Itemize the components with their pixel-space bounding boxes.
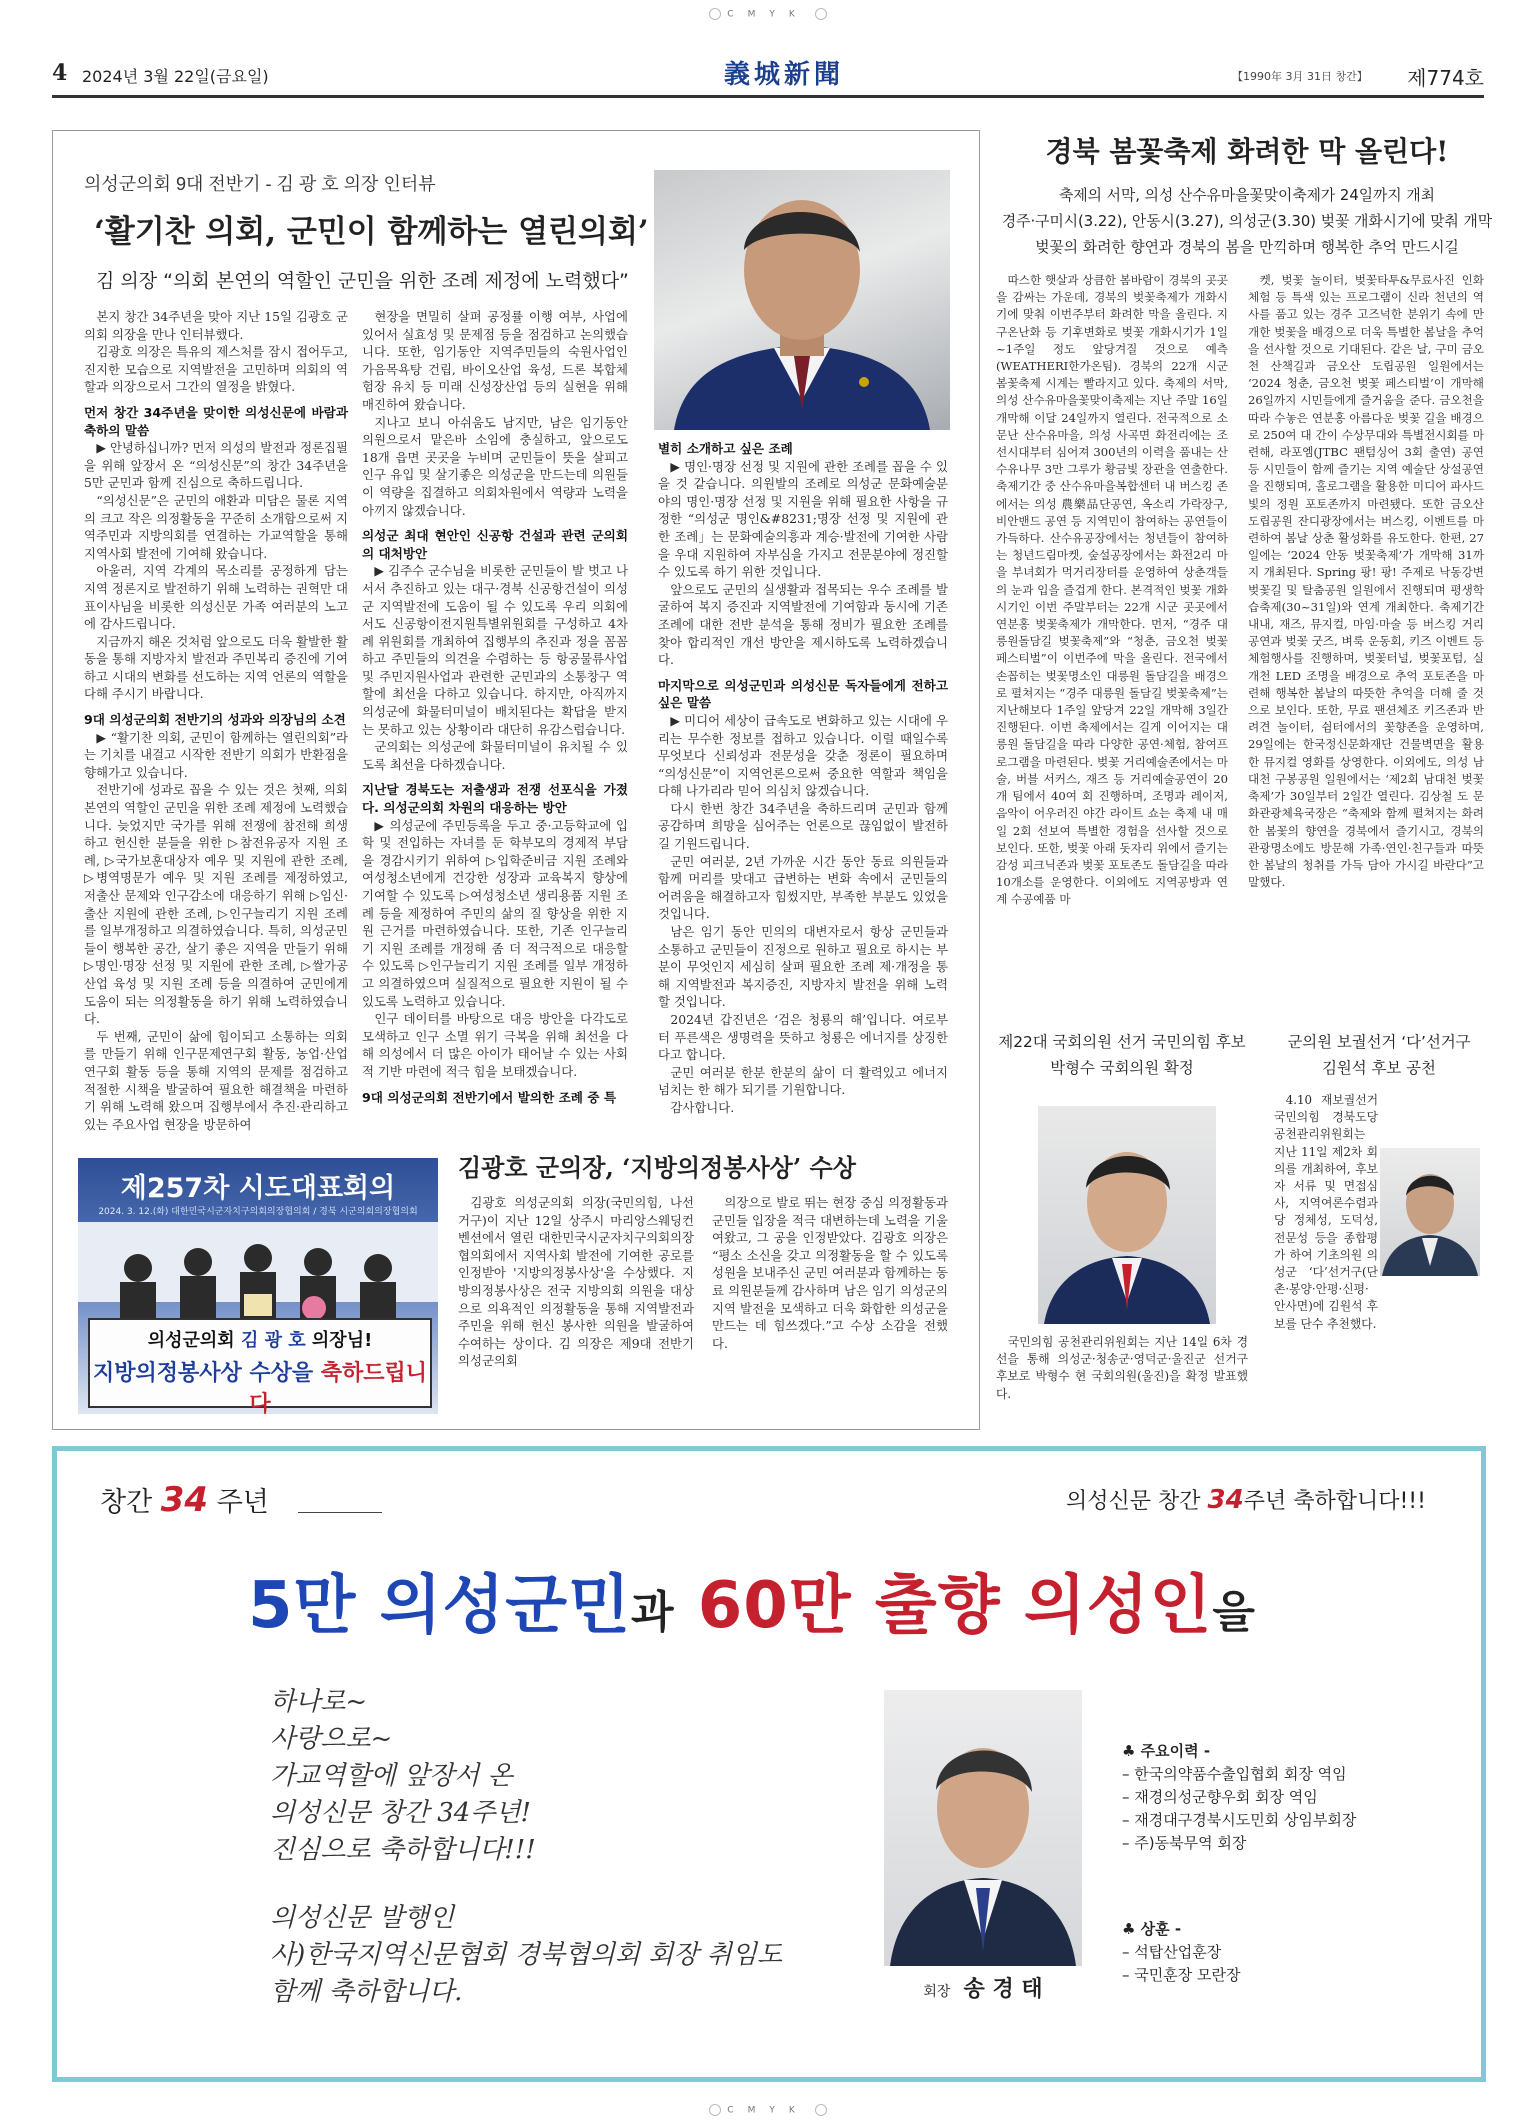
issue-date: 2024년 3월 22일(금요일) xyxy=(82,67,269,86)
interview-column-1: 본지 창간 34주년을 맞아 지난 15일 김광호 군의회 의장을 만나 인터뷰했다. 김광호 의장은 특유의 제스처를 잠시 접어두고, 진지한 모습으로 지역발전을 고민하며 의회의 역할과 의장으로서 그간의 열정을 밝혔다. 먼저 창간 34주년을 맞이한 의성신문에 바람과 축하의 말씀 ▶ 안녕하십니까? 먼저 의성의 발전과 정론집필을 위해 앞장서 온 “의성신문”의 창간 34주년을 5만 군민과 함께 진심으로 축하드립니다. “의성신문”은 군민의 애환과 미담은 물론 지역의 크고 작은 의정활동을 꾸준히 소개함으로써 지역주민과 지방의회를 연결하는 가교역할을 통해 지역사회 발전에 기여해 왔습니다. 아울러, 지역 각계의 목소리를 공정하게 담는 지역 정론지로 발전하기 위해 노력하는 권혁만 대표이사님을 비롯한 의성신문 가족 여러분의 노고에 감사드립니다. 지금까지 해온 것처럼 앞으로도 더욱 활발한 활동을 통해 지방자치 발전과 주민복리 증진에 기여하고 시대의 변화를 선도하는 지역 언론의 역할을 다해 주시기 바랍니다. 9대 의성군의회 전반기의 성과와 의장님의 소견 ▶ “활기찬 의회, 군민이 함께하는 열린의회”라는 기치를 내걸고 시작한 전반기 의회가 반환점을 향해가고 있습니다. 전반기에 성과로 꼽을 수 있는 것은 첫째, 의회 본연의 역할인 군민을 위한 조례 제정에 노력했습니다. 늦었지만 국가를 위해 전쟁에 참전해 희생하고 헌신한 분들을 위한 ▷참전유공자 지원 조례, ▷국가보훈대상자 예우 및 지원에 관한 조례, ▷병역명문가 예우 및 지원 조례를 제정하였고, 저출산 문제와 인구감소에 대응하기 위해 ▷임신·출산 지원에 관한 조례, ▷인구늘리기 지원 조례를 일부개정하고 의결하였습니다. 특히, 의성군민들이 행복한 공간, 살기 좋은 지역을 만들기 위해 ▷명인·명장 선정 및 지원에 관한 조례, ▷쌀가공산업 육성 및 지원 조례 등을 의결하여 군민에게 도움이 되는 의정활동을 하기 위해 노력하였습니다. 두 번째, 군민이 삶에 힘이되고 소통하는 의회를 만들기 위해 인구문제연구회 활동, 농업·산업연구회 활동 등을 통해 지역의 문제를 점검하고 적절한 시책을 발굴하여 필요한 해결책을 마련하기 위해 노력해 왔으며 집행부에서 추진·관리하고 있는 주요사업 현장을 방문하여 xyxy=(84,309,348,1132)
interview-question: 먼저 창간 34주년을 맞이한 의성신문에 바람과 축하의 말씀 xyxy=(84,404,348,438)
list-item: – 석탑산업훈장 xyxy=(1122,1943,1222,1961)
list-item: – 재경의성군향우회 회장 역임 xyxy=(1122,1788,1318,1806)
park-news-headline: 박형수 국회의원 확정 xyxy=(1050,1059,1194,1077)
ad-congrats-line: 의성신문 창간 34주년 축하합니다!!! xyxy=(1066,1485,1426,1515)
award-headline: 김광호 군의장, ‘지방의정봉사상’ 수상 xyxy=(458,1153,856,1182)
issue-number: 제774호 xyxy=(1407,66,1484,90)
registration-circle-icon xyxy=(709,2104,721,2116)
cmyk-m: M xyxy=(747,9,770,20)
ad-anniversary-label: 창간 34 주년 xyxy=(100,1480,269,1520)
festival-column-1: 따스한 햇살과 상큼한 봄바람이 경북의 곳곳을 감싸는 가운데, 경북의 벚꽃축제가 개화시기에 맞춰 이번주부터 화려한 막을 올린다. 지구온난화 등 기후변화로 벚꽃 개화시기가 1일~1주일 정도 앞당겨질 것으로 예측(WEATHERI한가온팀). 경북의 22개 시군 봄꽃축제 시계는 빨라지고 있다. 축제의 서막, 의성 산수유마을꽃맞이축제는 지난 주말 16일 개막해 이달 24일까지 열린다. 전국적으로 소문난 산수유마을, 의성 사곡면 화전리에는 조선시대부터 심어져 300년의 이력을 품내는 산수유나무 3만 그루가 황금빛 장관을 연출한다. 축제기간 중 산수유마을복합센터 내 버스킹 존에서는 의성 農樂品단공연, 옥소리 가락장구, 비안밴드 공연 등 지역민이 참여하는 공연들이 가득하다. 산수유공장에서는 청년들이 참여하는 청년드림마켓, 숲설공장에서는 화전2리 마을 부녀회가 먹거리장터를 운영하여 상춘객들의 눈과 입을 즐겁게 한다. 본격적인 벚꽃 개화시기인 이번 주말부터는 22개 시군 곳곳에서 연분홍 벚꽃축제가 개막한다. 먼저, “경주 대릉원돌담길 벚꽃축제”와 “청춘, 금오천 벚꽃 페스티벌”이 이번주에 막을 올린다. 전국에서 손꼽히는 벚꽃명소인 대릉원 돌담길을 배경으로 펼쳐지는 “경주 대릉원 돌담길 벚꽃축제”는 지난해보다 1주일 앞당겨 22일 개막해 3일간 진행된다. 이번 축제에서는 길게 이어지는 대릉원 돌담길을 따라 다양한 공연·체험, 참여프로그램을 마련된다. 벚꽃 거리예술존에서는 마술, 버블 서커스, 재즈 등 거리예술공연이 20개 팀에서 40여 회 진행하며, 조명과 레이저, 음악이 어우러진 야간 라이트 쇼는 축제 내 매일 2회 선보여 특별한 경험을 선사할 것으로 보인다. 또한, 벚꽃 아래 돗자리 위에서 즐기는 감성 피크닉존과 벚꽃 포토존도 돌담길을 따라 10개소를 운영한다. 이외에도 지역공방과 연계 수공예품 마 xyxy=(996,273,1228,907)
song-kyungtae-portrait-photo xyxy=(884,1690,1082,1966)
portrait-illustration xyxy=(884,1690,1082,1966)
founded-date: 【1990年 3月 31日 창간】 xyxy=(1232,70,1368,83)
interview-question: 의성군 최대 현안인 신공항 건설과 관련 군의회의 대처방안 xyxy=(362,528,628,561)
interview-headline: ‘활기찬 의회, 군민이 함께하는 열린의회’ xyxy=(94,214,649,250)
kim-news-kicker: 군의원 보궐선거 ‘다’선거구 xyxy=(1287,1033,1471,1051)
interview-column-2: 현장을 면밀히 살펴 공정률 이행 여부, 사업에 있어서 실효성 및 문제점 등을 점검하고 논의했습니다. 또한, 임기동안 지역주민들의 숙원사업인 가음목욕탕 건립, 바이오산업 육성, 드론 복합체험장 유치 등 미래 신성장산업 등의 실현을 위해 매진하여 왔습니다. 지나고 보니 아쉬움도 남지만, 남은 임기동안 의원으로서 맡은바 소임에 충실하고, 앞으로도 18개 읍면 곳곳을 누비며 군민들이 뜻을 살피고 인구 유입 및 살기좋은 의성군을 만드는데 의원들이 역량을 집결하고 의회차원에서 역량과 노력을 아끼지 않겠습니다. 의성군 최대 현안인 신공항 건설과 관련 군의회의 대처방안 ▶ 김주수 군수님을 비롯한 군민들이 발 벗고 나서서 추진하고 있는 대구·경북 신공항건설이 의성군 지역발전에 도움이 될 수 있도록 우리 의회에서도 신공항이전지원특별위원회를 구성하고 4차례 위원회를 개최하여 집행부의 추진과 정을 꼼꼼하고 주민들의 의견을 수렴하는 등 항공물류사업 및 주민지원사업과 관련한 군민과의 소통창구 역할에 최선을 다하고 있습니다. 하지만, 아직까지 의성군에 화물터미널이 배치된다는 확답을 받지는 못하고 있는 상황이라 대단히 유감스럽습니다. 군의회는 의성군에 화물터미널이 유치될 수 있도록 최선을 다하겠습니다. 지난달 경북도는 저출생과 전쟁 선포식을 가졌다. 의성군의회 차원의 대응하는 방안 ▶ 의성군에 주민등록을 두고 중·고등학교에 입학 및 전입하는 자녀를 둔 학부모의 경제적 부담을 경감시키기 위하여 ▷입학준비금 지원 조례와 여성청소년에게 건강한 성장과 교육복지 향상에 기여할 수 있도록 ▷여성청소년 생리용품 지원 조례 등을 제정하여 주민의 삶의 질 향상을 위한 지원 근거를 마련하였습니다. 또한, 기존 인구늘리기 지원 조례를 개정해 좀 더 적극적으로 대응할 수 있도록 ▷인구늘리기 지원 조례를 일부 개정하고 의결하였으며 실질적으로 필요한 지원이 될 수 있도록 노력하고 있습니다. 인구 데이터를 바탕으로 대응 방안을 다각도로 모색하고 인구 소멸 위기 극복을 위해 최선을 다해 의성에서 더 많은 아이가 태어날 수 있는 사회적 기반 마련에 적극 힘을 보태겠습니다. 9대 의성군의회 전반기에서 발의한 조례 중 특 xyxy=(362,309,628,1105)
park-hyungsu-portrait-photo xyxy=(1038,1106,1216,1324)
cmyk-y: Y xyxy=(769,9,789,20)
masthead-logo: 義城新聞 xyxy=(724,60,845,90)
interview-column-3: 별히 소개하고 싶은 조례 ▶ 명인·명장 선정 및 지원에 관한 조례를 꼽을 수 있을 것 같습니다. 의원발의 조례로 의성군 문화예술분야의 명인·명장 선정 및 지원을 위해 필요한 사항을 규정한 “의성군 명인&#8231;명장 선정 및 지원에 관한 조례」는 문화예술의흥과 계승·발전에 기여한 사람을 우대 지원하여 자부심을 가지고 전문분야에 정진할 수 있도록 하기 위한 것입니다. 앞으로도 군민의 실생활과 접목되는 우수 조례를 발굴하여 복지 증진과 지역발전에 기여함과 동시에 기존 조례에 대한 전반 분석을 통해 정비가 필요한 조례를 찾아 합리적인 개선 방안을 제시하도록 노력하겠습니다. 마지막으로 의성군민과 의성신문 독자들에게 전하고 싶은 말씀 ▶ 미디어 세상이 급속도로 변화하고 있는 시대에 우리는 무수한 정보를 접하고 있습니다. 이럴 때일수록 무엇보다 신뢰성과 전문성을 갖춘 정론이 필요하며 “의성신문”이 지역언론으로써 중요한 역할과 책임을 다해 나가리라 믿어 의심치 않겠습니다. 다시 한번 창간 34주년을 축하드리며 군민과 함께 공감하며 희망을 심어주는 언론으로 끊임없이 발전하길 기원드립니다. 군민 여러분, 2년 가까운 시간 동안 동료 의원들과 함께 머리를 맞대고 급변하는 변화 속에서 군민들의 어려움을 해결하고자 힘썼지만, 부족한 부분도 있었을 것입니다. 남은 임기 동안 민의의 대변자로서 항상 군민들과 소통하고 군민들이 진정으로 원하고 필요로 하시는 부분이 무엇인지 세심히 살펴 필요한 조례 제·개정을 통해 지역발전과 복지증진, 지방자치 발전을 위해 노력할 것입니다. 2024년 갑진년은 ‘검은 청룡의 해’입니다. 여로부터 푸른색은 생명력을 뜻하고 청룡은 에너지를 상징한다고 합니다. 군민 여러분 한분 한분의 삶이 더 활력있고 에너지 넘치는 한 해가 되기를 기원합니다. 감사합니다. xyxy=(658,441,948,1115)
placard-line-2: 지방의정봉사상 수상을 축하드립니다 xyxy=(92,1361,428,1417)
list-item: – 한국의약품수출입협회 회장 역임 xyxy=(1122,1765,1347,1783)
interview-question: 지난달 경북도는 저출생과 전쟁 선포식을 가졌다. 의성군의회 차원의 대응하는 방안 xyxy=(362,782,628,816)
interview-kicker: 의성군의회 9대 전반기 - 김 광 호 의장 인터뷰 xyxy=(84,174,436,194)
cmyk-c: C xyxy=(727,9,748,20)
ad-publisher-note: 의성신문 발행인 사)한국지역신문협회 경북협의회 회장 취임도 함께 축하합니다. xyxy=(270,1903,783,2007)
ad-anniversary-rule xyxy=(298,1512,382,1513)
ad-poem: 하나로~ 사랑으로~ 가교역할에 앞장서 온 의성신문 창간 34주년! 진심으로 축하합니다!!! xyxy=(270,1687,536,1865)
page-number: 4 xyxy=(52,60,68,86)
award-column-1: 김광호 의성군의회 의장(국민의힘, 나선거구)이 지난 12일 상주시 마리앙스웨딩컨벤션에서 열린 대한민국시군자치구의회의장협의회에서 지역사회 발전에 기여한 공로를 인정받아 '지방의정봉사상'을 수상했다. 지방의정봉사상은 전국 지방의회 의원을 대상으로 의욕적인 의정활동을 통해 지역발전과 주민을 위해 헌신 봉사한 의원을 발굴하여 수여하는 상이다. 김 의장은 제9대 전반기 의성군의회 xyxy=(458,1195,694,1369)
interview-question: 9대 의성군의회 전반기에서 발의한 조례 중 특 xyxy=(362,1089,617,1105)
registration-circle-icon xyxy=(815,2104,827,2116)
list-item: – 국민훈장 모란장 xyxy=(1122,1966,1241,1984)
registration-marks-top xyxy=(0,8,1536,20)
kim-kwangho-portrait-photo xyxy=(654,170,950,430)
festival-subheadline-3: 벚꽃의 화려한 향연과 경북의 봄을 만끽하며 행복한 추억 만드시길 xyxy=(1035,239,1459,256)
festival-column-2: 켓, 벚꽃 놀이터, 벚꽃타투&무료사진 인화 체험 등 특색 있는 프로그램이 신라 천년의 역사를 품고 있는 경주 고즈넉한 분위기 속에 만개한 벚꽃을 배경으로 더욱 특별한 봄날을 추억을 선사할 것으로 기대된다. 같은 날, 구미 금오천 산책길과 금오산 도립공원 일원에서는 ‘2024 청춘, 금오천 벚꽃 페스티벌’이 개막해 26일까지 시민들에게 즐거움을 준다. 금오천을 따라 수놓은 연분홍 아름다운 벚꽃 길을 배경으로 250여 대 간이 수상무대와 특별전시회를 마련해, 라포엠(JTBC 팬텀싱어 3회 출연) 공연 등 시민들이 함께 즐기는 지역 예술단 상설공연을 진행되며, 홀로그램을 활용한 미디어 파사드빛의 정원 포토존까지 마련됐다. 또한 금오산 도립공원 잔디광장에서는 버스킹, 이벤트를 마련하여 봄날 상춘 활성화를 유도한다. 한편, 27일에는 ‘2024 안동 벚꽃축제’가 개막해 31까지 개최된다. Spring 팡! 팡! 주제로 낙동강변 벚꽃길 및 탈춤공원 일원에서 진행되며 평생학습축제(30~31일)와 연계 개최한다. 축제기간 내내, 재즈, 뮤지컬, 마임·마술 등 버스킹 거리공연과 벚꽃 굿즈, 벼룩 운동회, 키즈 이벤트 등 체험행사를 진행하며, 벚꽃터널, 벚꽃포텀, 실개천 LED 조명을 배경으로 추억 포토존을 마련해 행복한 봄날의 따뜻한 추억을 더해 줄 것으로 보인다. 또한, 무료 팬션체조 키즈존과 반려견 놀이터, 쉼터에서의 꽃향존을 운영하며, 29일에는 한국정신문화재단 건물벽면을 활용한 뮤지컬 영화를 상영한다. 이외에도, 의성 남대천 구봉공원 일원에서는 ‘제2회 남대천 벚꽃축제’가 30일부터 2일간 열린다. 김상철 도 문화관광체육국장은 “축제와 함께 펼쳐지는 화려한 봄꽃의 향연을 경북에서 즐기시고, 경북의 관광명소에도 방문해 가족·연인·친구들과 따뜻한 봄날의 청취를 가득 담아 가시길 바란다”고 말했다. xyxy=(1248,273,1484,890)
registration-circle-icon xyxy=(815,8,827,20)
kim-news-headline: 김원석 후보 공천 xyxy=(1322,1059,1436,1077)
ad-headline: 5만 의성군민과 60만 출향 의성인을 xyxy=(248,1569,1256,1643)
interview-question: 마지막으로 의성군민과 의성신문 독자들에게 전하고 싶은 말씀 xyxy=(658,677,948,711)
portrait-illustration xyxy=(1380,1148,1480,1276)
page-header xyxy=(52,54,1484,98)
placard-line-1: 의성군의회 김 광 호 의장님! xyxy=(147,1330,373,1351)
award-column-2: 의장으로 발로 뛰는 현장 중심 의정활동과 군민들 입장을 적극 대변하는데 노력을 기울여왔고, 그 공을 인정받았다. 김광호 의장은 “평소 소신을 갖고 의정활동을 할 수 있도록 성원을 보내주신 군민 여러분과 함께하는 동료 의원분들께 감사하며 남은 임기 의성군의 지역 발전을 모색하고 더욱 화합한 의성군을 만드는 데 힘쓰겠다.”고 수상 소감을 전했다. xyxy=(712,1195,948,1351)
club-icon-heading: ♣ 주요이력 - xyxy=(1122,1742,1211,1760)
interview-question: 9대 의성군의회 전반기의 성과와 의장님의 소견 xyxy=(84,712,346,728)
list-item: – 주)동북무역 회장 xyxy=(1122,1834,1247,1852)
portrait-illustration xyxy=(1038,1106,1216,1324)
portrait-illustration xyxy=(654,170,950,430)
ad-career-list xyxy=(1122,1740,1356,1855)
interview-subheadline: 김 의장 “의회 본연의 역할인 군민을 위한 조례 제정에 노력했다” xyxy=(96,270,629,292)
interview-question: 별히 소개하고 싶은 조례 xyxy=(658,441,793,456)
kim-wonseok-portrait-photo xyxy=(1380,1148,1480,1276)
ad-awards-list xyxy=(1122,1918,1240,1987)
park-news-kicker: 제22대 국회의원 선거 국민의힘 후보 xyxy=(998,1033,1246,1051)
festival-subheadline-2: 경주·구미시(3.22), 안동시(3.27), 의성군(3.30) 벚꽃 개화시기에 맞춰 개막 xyxy=(1001,213,1493,230)
award-banner-subline: 2024. 3. 12.(화) 대한민국시군자치구의회의장협의회 / 경북 시군의회의장협의회 xyxy=(98,1207,418,1217)
list-item: – 재경대구경북시도민회 상임부회장 xyxy=(1122,1811,1357,1829)
park-news-body: 국민의힘 공천관리위원회는 지난 14일 6차 경선을 통해 의성군·청송군·영덕군·울진군 선거구 후보로 박형수 현 국회의원(울진)을 확정 발표했다. xyxy=(996,1335,1248,1401)
registration-circle-icon xyxy=(709,8,721,20)
ad-chair-caption: 회장 송 경 태 xyxy=(923,1977,1043,2002)
festival-headline: 경북 봄꽃축제 화려한 막 올린다! xyxy=(1045,135,1449,168)
kim-news-body: 4.10 재보궐선거 국민의힘 경북도당 공천관리위원회는 지난 11일 제2차 회의를 개최하여, 후보자 서류 및 면접심사, 지역여론수렴과 당 정체성, 도덕성, 전문성 등을 종합평가 하여 기초의원 의성군 ‘다’선거구(단촌·봉양·안평·신평·안사면)에 김원석 후보를 단수 추천했다. xyxy=(1274,1093,1378,1331)
festival-subheadline-1: 축제의 서막, 의성 산수유마을꽃맞이축제가 24일까지 개최 xyxy=(1059,187,1435,204)
registration-marks-bottom: CMYK xyxy=(0,2104,1536,2116)
award-banner-title: 제257차 시도대표회의 xyxy=(120,1173,396,1204)
cmyk-k: K xyxy=(788,9,809,20)
club-icon-heading: ♣ 상훈 - xyxy=(1122,1920,1182,1938)
